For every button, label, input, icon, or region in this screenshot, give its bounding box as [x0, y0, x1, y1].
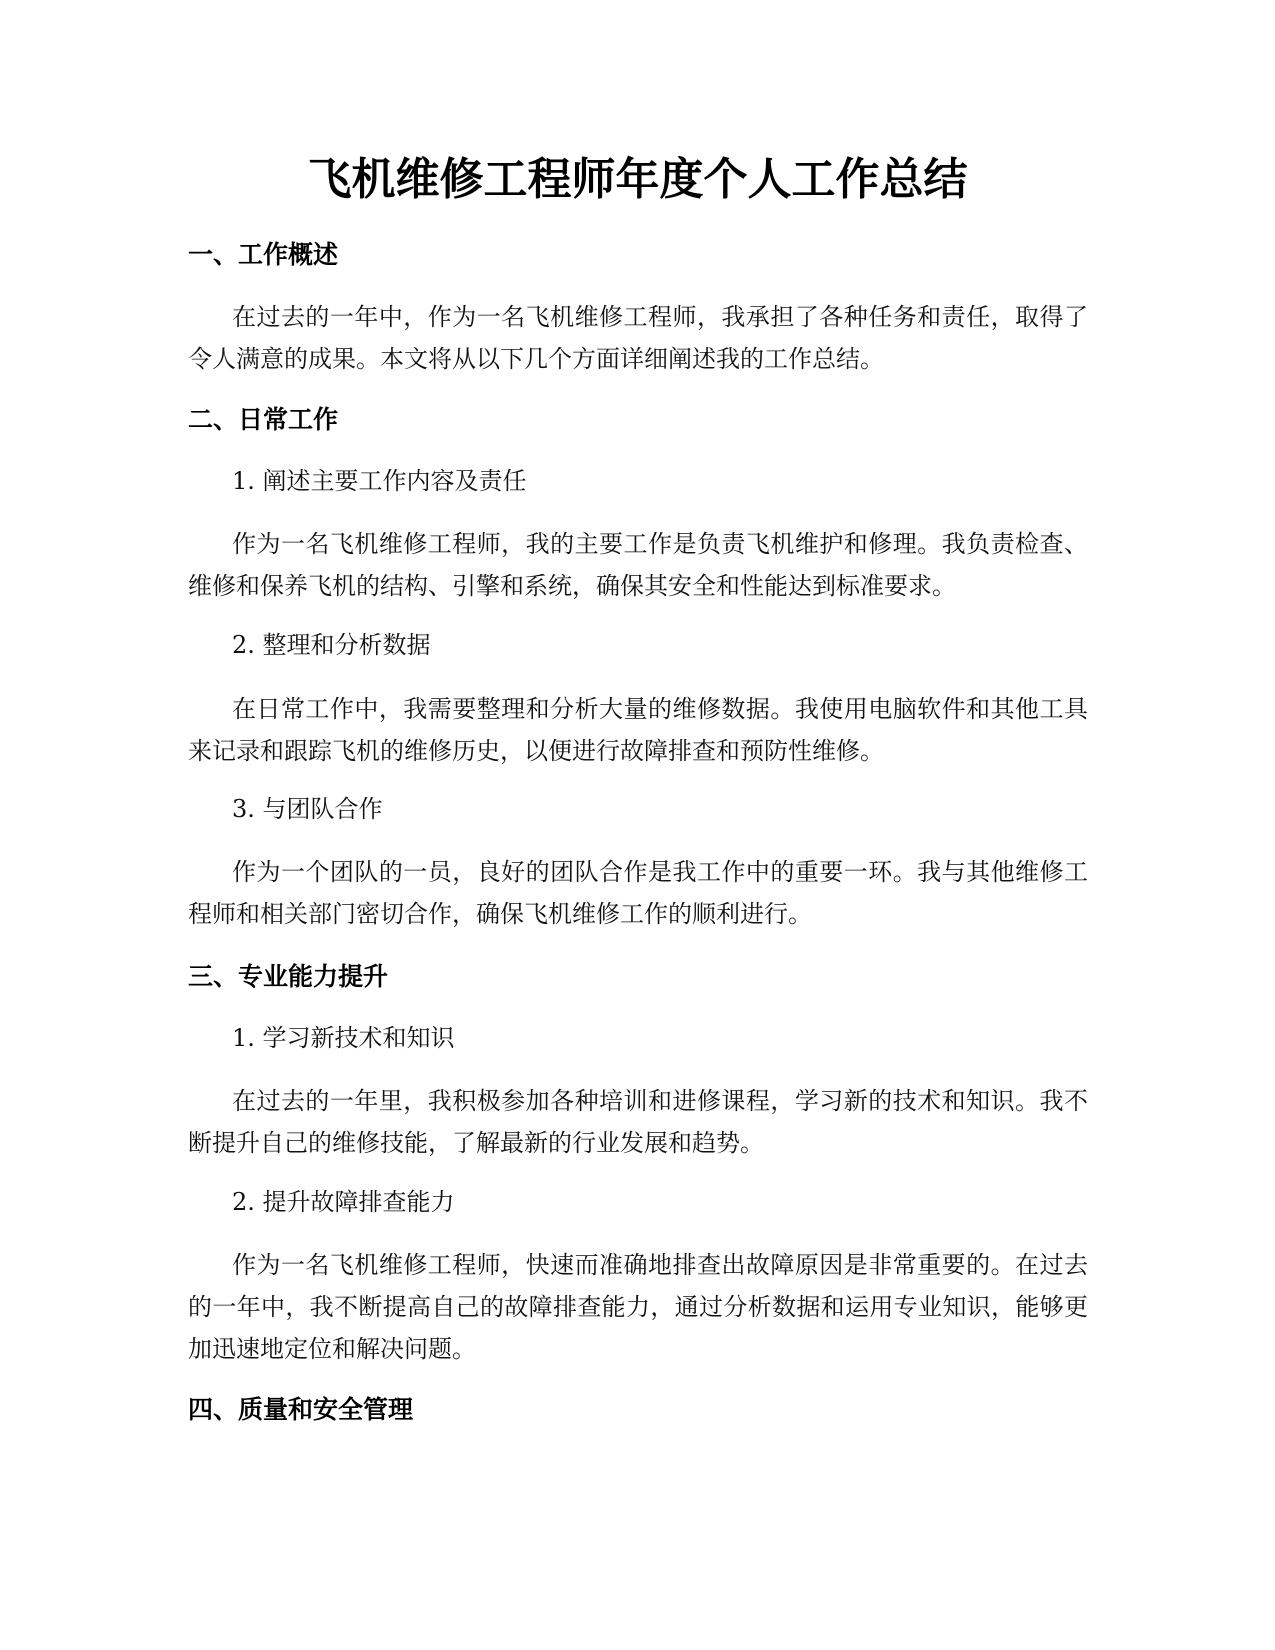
- subheading: 2. 提升故障排查能力: [232, 1188, 455, 1216]
- subheading: 3. 与团队合作: [232, 795, 383, 823]
- paragraph: 在过去的一年里，我积极参加各种培训和进修课程，学习新的技术和知识。我不断提升自己的维修技能，了解最新的行业发展和趋势。: [188, 1087, 1088, 1157]
- section-heading: 一、工作概述: [188, 240, 339, 269]
- section-heading: 四、质量和安全管理: [188, 1395, 414, 1424]
- subheading: 1. 学习新技术和知识: [232, 1024, 455, 1052]
- subheading: 2. 整理和分析数据: [232, 631, 431, 659]
- paragraph: 作为一个团队的一员，良好的团队合作是我工作中的重要一环。我与其他维修工程师和相关部门密切合作，确保飞机维修工作的顺利进行。: [188, 858, 1088, 928]
- section-heading: 三、专业能力提升: [188, 962, 389, 991]
- subheading: 1. 阐述主要工作内容及责任: [232, 467, 527, 495]
- paragraph: 作为一名飞机维修工程师，我的主要工作是负责飞机维护和修理。我负责检查、维修和保养飞机的结构、引擎和系统，确保其安全和性能达到标准要求。: [188, 530, 1088, 600]
- paragraph: 在日常工作中，我需要整理和分析大量的维修数据。我使用电脑软件和其他工具来记录和跟踪飞机的维修历史，以便进行故障排查和预防性维修。: [188, 695, 1088, 765]
- section-heading: 二、日常工作: [188, 405, 339, 434]
- paragraph: 在过去的一年中，作为一名飞机维修工程师，我承担了各种任务和责任，取得了令人满意的成果。本文将从以下几个方面详细阐述我的工作总结。: [188, 303, 1088, 373]
- page-title: 飞机维修工程师年度个人工作总结: [307, 154, 968, 205]
- paragraph: 作为一名飞机维修工程师，快速而准确地排查出故障原因是非常重要的。在过去的一年中，我不断提高自己的故障排查能力，通过分析数据和运用专业知识，能够更加迅速地定位和解决问题。: [188, 1251, 1088, 1363]
